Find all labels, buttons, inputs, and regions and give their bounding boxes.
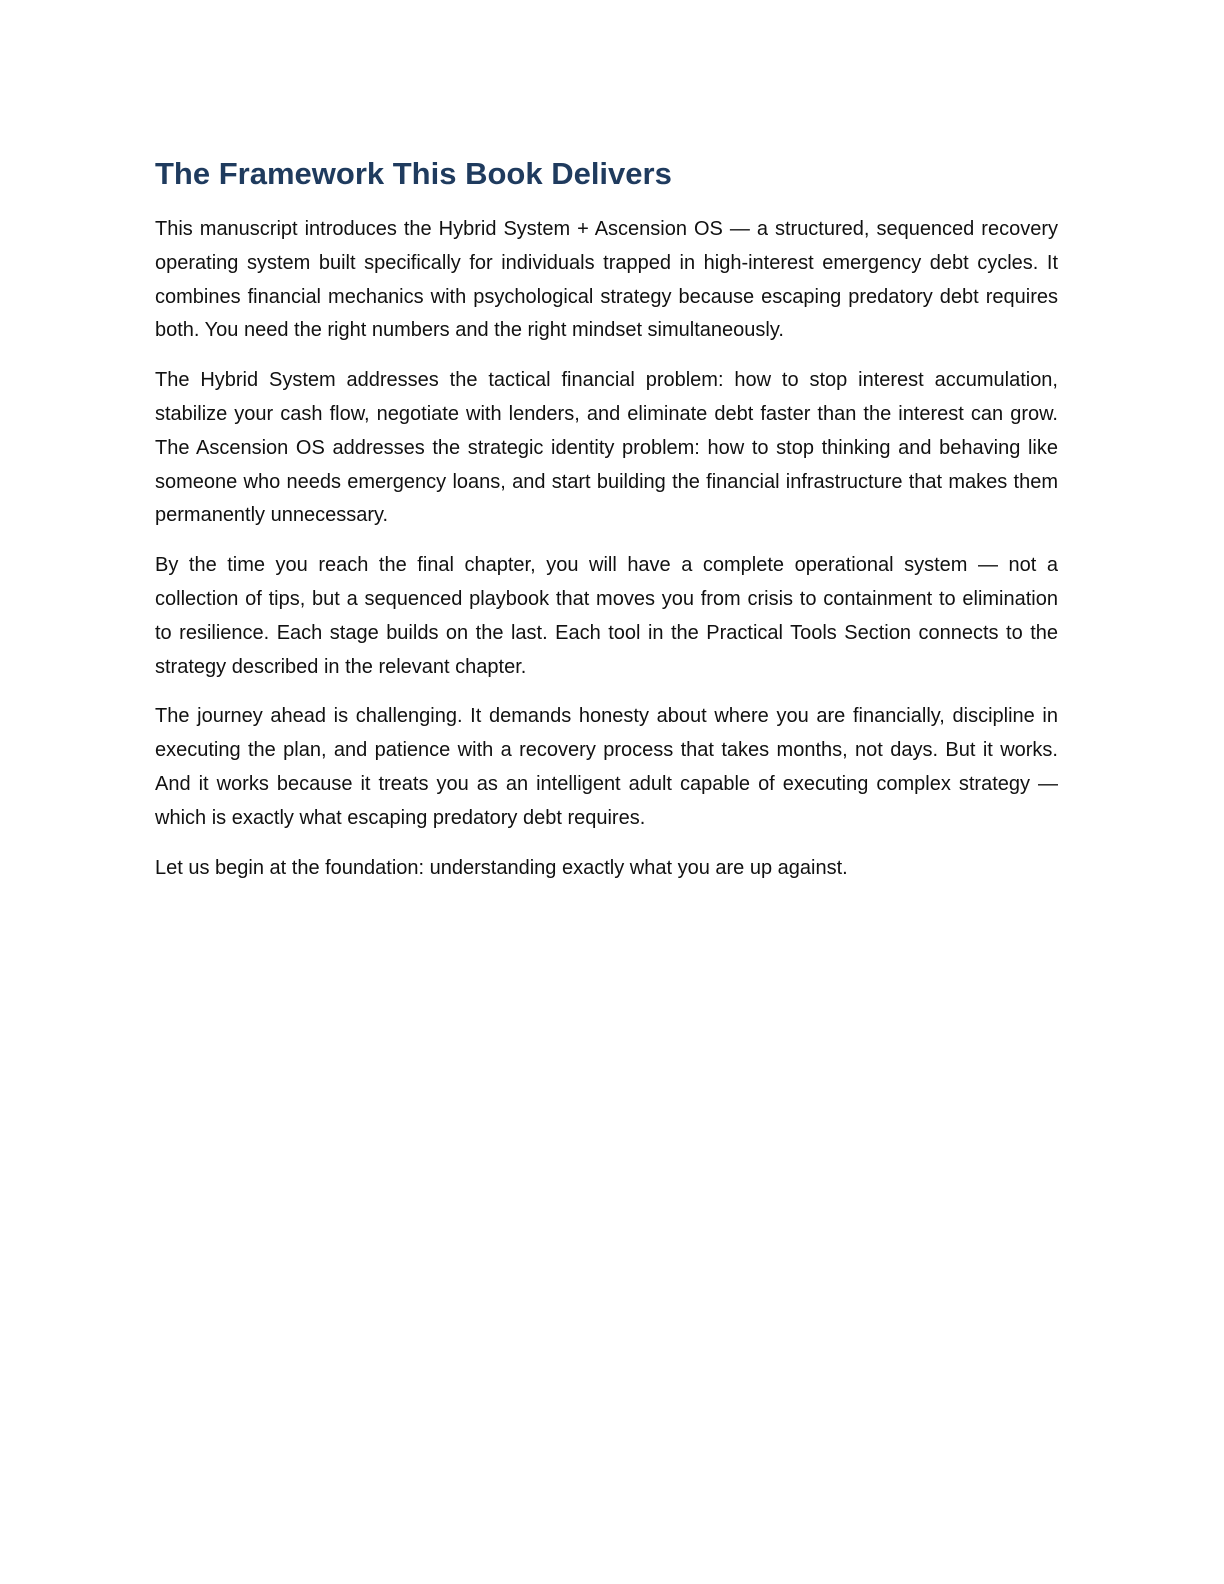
body-paragraph-5: Let us begin at the foundation: understanding exactly what you are up against. xyxy=(155,856,848,879)
document-page xyxy=(155,152,1058,901)
body-paragraph-2: The Hybrid System addresses the tactical financial problem: how to stop interest accumulation, stabilize your cash flow, negotiate with lenders, and eliminate debt faster than the interest can grow. The Ascension OS addresses the strategic identity problem: how to stop thinking and behaving like someone who needs emergency loans, and start building the financial infrastructure that makes them permanently unnecessary. xyxy=(155,369,1058,527)
section-heading: The Framework This Book Delivers xyxy=(155,156,672,191)
body-paragraph-3: By the time you reach the final chapter, you will have a complete operational system — not a collection of tips, but a sequenced playbook that moves you from crisis to containment to elimination to resilience. Each stage builds on the last. Each tool in the Practical Tools Section connects to the strategy described in the relevant chapter. xyxy=(155,554,1058,678)
body-paragraph-4: The journey ahead is challenging. It demands honesty about where you are financially, discipline in executing the plan, and patience with a recovery process that takes months, not days. But it works. And it works because it treats you as an intelligent adult capable of executing complex strategy — which is exactly what escaping predatory debt requires. xyxy=(155,705,1058,829)
body-paragraph-1: This manuscript introduces the Hybrid System + Ascension OS — a structured, sequenced recovery operating system built specifically for individuals trapped in high-interest emergency debt cycles. It combines financial mechanics with psychological strategy because escaping predatory debt requires both. You need the right numbers and the right mindset simultaneously. xyxy=(155,218,1058,342)
